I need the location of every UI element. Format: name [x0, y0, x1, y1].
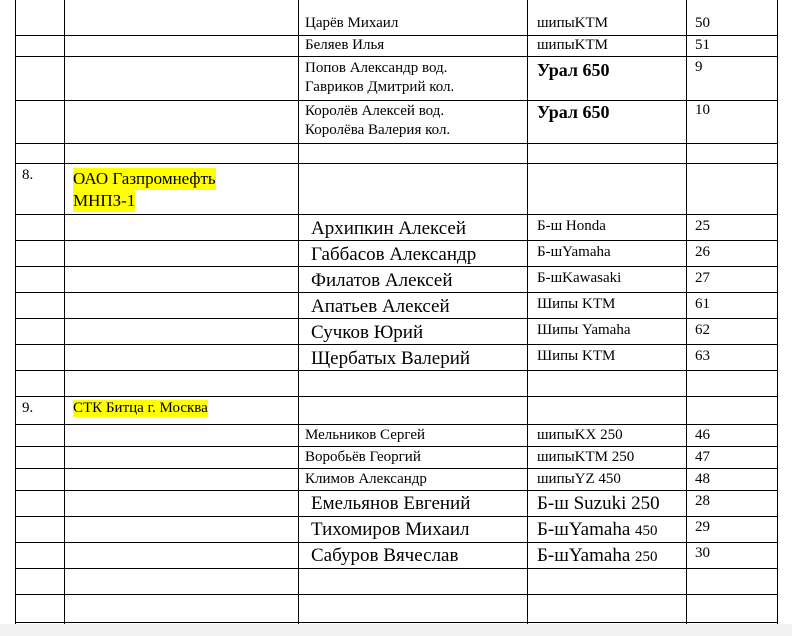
- row-border: [15, 490, 777, 491]
- bike-model: шипыKTM: [537, 37, 609, 53]
- start-number: 61: [695, 296, 710, 312]
- bike-model-main: Б-шYamaha: [537, 519, 631, 540]
- bike-model: Шипы KTM: [537, 296, 616, 312]
- bike-model: Шипы KTM: [537, 348, 616, 364]
- start-number: 50: [695, 15, 710, 31]
- row-border: [15, 56, 777, 57]
- col-border: [298, 0, 299, 163]
- bike-model: Б-ш Honda: [537, 218, 606, 234]
- start-number: 46: [695, 427, 710, 443]
- start-number: 48: [695, 471, 710, 487]
- row-border: [15, 240, 777, 241]
- participant-name: Царёв Михаил: [305, 15, 399, 31]
- participant-name: Архипкин Алексей: [311, 218, 467, 239]
- row-border: [15, 446, 777, 447]
- row-border: [15, 370, 777, 371]
- participant-name: Беляев Илья: [305, 37, 385, 53]
- row-border: [15, 396, 777, 397]
- participant-name: Сабуров Вячеслав: [311, 545, 459, 566]
- bike-engine-cc: 250: [635, 549, 658, 565]
- bike-model: шипыYZ 450: [537, 471, 621, 487]
- row-border: [15, 542, 777, 543]
- bike-model: шипыKX 250: [537, 427, 623, 443]
- participant-name: Апатьев Алексей: [311, 296, 450, 317]
- team-index: 8.: [22, 167, 34, 183]
- row-border: [15, 100, 777, 101]
- row-border: [15, 214, 777, 215]
- start-number: 26: [695, 244, 710, 260]
- row-border: [15, 318, 777, 319]
- col-border: [15, 0, 16, 624]
- participant-name: Попов Александр вод.: [305, 60, 448, 76]
- start-number: 30: [695, 545, 710, 561]
- bike-model: Урал 650: [537, 60, 610, 80]
- start-number: 28: [695, 493, 710, 509]
- participant-name: Сучков Юрий: [311, 322, 424, 343]
- row-border: [15, 568, 777, 569]
- start-number: 10: [695, 102, 710, 118]
- start-number: 27: [695, 270, 710, 286]
- col-border: [777, 0, 778, 624]
- start-number: 47: [695, 449, 710, 465]
- bike-engine-cc: 450: [635, 523, 658, 539]
- team-name: МНПЗ-1: [73, 191, 136, 210]
- start-number: 51: [695, 37, 710, 53]
- row-border: [15, 468, 777, 469]
- bike-model: Б-шKawasaki: [537, 270, 622, 286]
- bike-model: шипыKTM: [537, 15, 609, 31]
- team-name: ОАО Газпромнефть: [73, 169, 216, 188]
- col-border: [527, 0, 528, 624]
- bike-model: Б-ш Suzuki 250: [537, 493, 660, 514]
- row-border: [15, 344, 777, 345]
- col-border: [64, 0, 65, 624]
- col-border: [298, 163, 299, 214]
- page-bottom-edge: [0, 624, 792, 636]
- row-border: [15, 163, 777, 164]
- team-name: СТК Битца г. Москва: [73, 400, 208, 416]
- participant-name: Воробьёв Георгий: [305, 449, 421, 465]
- participant-name: Климов Александр: [305, 471, 427, 487]
- participant-name: Щербатых Валерий: [311, 348, 471, 369]
- participant-name: Королёв Алексей вод.: [305, 103, 445, 119]
- row-border: [15, 35, 777, 36]
- row-border: [15, 622, 777, 623]
- start-number: 63: [695, 348, 710, 364]
- start-number: 29: [695, 519, 710, 535]
- bike-model: Шипы Yamaha: [537, 322, 631, 338]
- participant-name: Емельянов Евгений: [311, 493, 471, 514]
- participant-name: Габбасов Александр: [311, 244, 477, 265]
- participant-name: Королёва Валерия кол.: [305, 122, 451, 138]
- start-number: 62: [695, 322, 710, 338]
- start-number: 9: [695, 59, 703, 75]
- col-border: [298, 396, 299, 424]
- col-border: [298, 214, 299, 396]
- row-border: [15, 424, 777, 425]
- bike-model: Урал 650: [537, 102, 610, 122]
- bike-model-main: Б-шYamaha: [537, 545, 631, 566]
- row-border: [15, 266, 777, 267]
- row-border: [15, 143, 777, 144]
- row-border: [15, 516, 777, 517]
- participant-name: Мельников Сергей: [305, 427, 426, 443]
- col-border: [686, 0, 687, 624]
- participant-name: Филатов Алексей: [311, 270, 453, 291]
- row-border: [15, 594, 777, 595]
- bike-model: [537, 519, 658, 541]
- bike-model: Б-шYamaha: [537, 244, 611, 260]
- row-border: [15, 292, 777, 293]
- start-number: 25: [695, 218, 710, 234]
- participant-name: Гавриков Дмитрий кол.: [305, 79, 455, 95]
- bike-model: [537, 545, 658, 567]
- team-index: 9.: [22, 400, 34, 416]
- bike-model: шипыKTM 250: [537, 449, 635, 465]
- participant-name: Тихомиров Михаил: [311, 519, 470, 540]
